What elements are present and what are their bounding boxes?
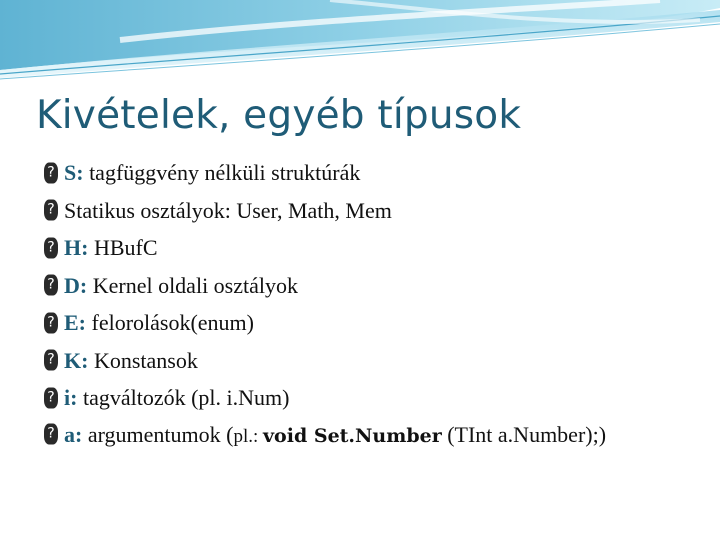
item-key: i: xyxy=(64,385,78,410)
list-item xyxy=(44,417,684,452)
bullet-icon: ? xyxy=(44,237,58,258)
item-text: Konstansok xyxy=(88,347,198,373)
item-text: tagfüggvény nélküli struktúrák xyxy=(83,160,361,185)
bullet-icon: ? xyxy=(44,275,58,296)
bullet-icon: ? xyxy=(44,200,58,221)
bullet-icon: ? xyxy=(44,387,58,408)
list-item xyxy=(44,379,684,417)
list-item xyxy=(44,229,684,267)
item-text: Kernel oldali osztályok xyxy=(87,272,298,298)
item-text: tagváltozók (pl. i.Num) xyxy=(77,385,290,410)
item-key: D: xyxy=(64,272,88,298)
list-item xyxy=(44,342,684,380)
bullet-icon: ? xyxy=(44,350,58,371)
bullet-icon: ? xyxy=(44,423,58,444)
item-key: K: xyxy=(64,347,89,373)
item-key: H: xyxy=(64,235,89,260)
item-code: void Set.Number xyxy=(263,424,442,447)
bullet-icon: ? xyxy=(44,162,58,183)
item-text-tail: (TInt a.Number);) xyxy=(441,421,607,447)
bullet-list xyxy=(44,154,684,452)
list-item xyxy=(44,154,684,192)
list-item xyxy=(44,304,684,342)
item-key: E: xyxy=(64,310,86,335)
item-key: S: xyxy=(64,160,84,185)
item-text-small: pl.: xyxy=(233,425,264,447)
item-text: Statikus osztályok: User, Math, Mem xyxy=(64,197,392,223)
item-text: felorolások(enum) xyxy=(86,310,254,335)
item-text: argumentumok ( xyxy=(82,421,234,447)
bullet-icon: ? xyxy=(44,312,58,333)
slide-title: Kivételek, egyéb típusok xyxy=(36,93,522,138)
top-wave-decoration xyxy=(0,0,720,90)
item-text: HBufC xyxy=(88,235,158,260)
list-item xyxy=(44,267,684,305)
item-key: a: xyxy=(64,421,83,447)
list-item xyxy=(44,192,684,230)
